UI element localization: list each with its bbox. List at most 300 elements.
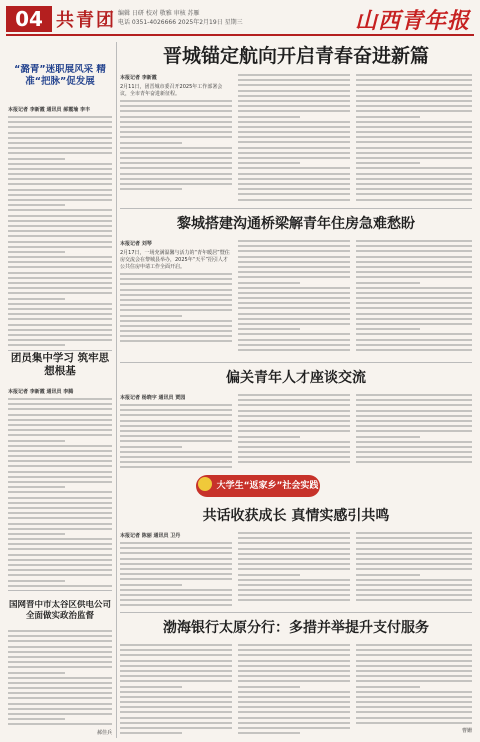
- text-line: [238, 339, 350, 341]
- text-line: [8, 497, 112, 499]
- text-line: [356, 261, 472, 263]
- header-rule: [6, 34, 474, 36]
- text-line: [8, 471, 112, 473]
- text-line: [238, 74, 350, 76]
- text-line: [238, 147, 350, 149]
- text-line: [120, 654, 232, 656]
- story2-text-b: [238, 240, 350, 351]
- text-line: [120, 727, 232, 729]
- section-title: 共青团: [56, 10, 116, 31]
- story4-col-3: [356, 532, 472, 608]
- text-line: [356, 660, 472, 662]
- story2-col-2: [238, 240, 350, 358]
- text-line: [238, 436, 300, 438]
- story1-col-3: [356, 74, 472, 204]
- text-line: [8, 313, 112, 315]
- text-line: [356, 691, 472, 693]
- text-line: [8, 651, 112, 653]
- left-article-1-title: “潞青”迷职展风采 精准“把脉”促发展: [14, 64, 106, 87]
- text-line: [238, 333, 350, 335]
- text-line: [8, 414, 112, 416]
- story4-byline: 本报记者 陈丽 通讯员 卫丹: [120, 533, 181, 539]
- text-line: [8, 465, 112, 467]
- text-line: [8, 533, 65, 535]
- text-line: [238, 116, 300, 118]
- left-divider-2: [8, 590, 112, 591]
- text-line: [238, 665, 350, 667]
- text-line: [120, 131, 232, 133]
- text-line: [238, 579, 350, 581]
- left-article-1-byline: 本报记者 李新霞 通讯员 郝霞瑜 李丰: [8, 107, 90, 113]
- text-line: [120, 686, 182, 688]
- text-line: [120, 142, 182, 144]
- text-line: [8, 168, 112, 170]
- text-line: [238, 344, 350, 346]
- text-line: [120, 404, 232, 406]
- text-line: [238, 79, 350, 81]
- text-line: [8, 142, 112, 144]
- text-line: [238, 110, 350, 112]
- text-line: [8, 672, 65, 674]
- text-line: [238, 126, 350, 128]
- story2-col-1: [120, 240, 232, 358]
- text-line: [8, 666, 112, 668]
- text-line: [8, 215, 112, 217]
- masthead-logo: 山西青年报: [354, 8, 470, 34]
- text-line: [238, 245, 350, 247]
- text-line: [120, 315, 182, 317]
- text-line: [356, 696, 472, 698]
- text-line: [238, 323, 350, 325]
- text-line: [356, 670, 472, 672]
- text-line: [120, 335, 232, 337]
- text-line: [238, 250, 350, 252]
- story5-title: 渤海银行太原分行：多措并举提升支付服务: [163, 620, 429, 636]
- text-line: [120, 173, 232, 175]
- text-line: [8, 256, 112, 258]
- text-line: [8, 329, 112, 331]
- text-line: [238, 282, 300, 284]
- badge-emblem-icon: [198, 477, 212, 491]
- text-line: [238, 167, 350, 169]
- text-line: [238, 193, 350, 195]
- story3-byline: 本报记者 杨晓宇 通讯员 贾园: [120, 395, 186, 401]
- text-line: [8, 324, 112, 326]
- left-article-3-body: [8, 630, 112, 738]
- text-line: [120, 425, 232, 427]
- text-line: [356, 307, 472, 309]
- left-divider-1: [8, 350, 112, 351]
- text-line: [356, 199, 472, 201]
- text-line: [120, 568, 232, 570]
- text-line: [238, 732, 300, 734]
- text-line: [8, 209, 112, 211]
- text-line: [238, 307, 350, 309]
- text-line: [238, 199, 350, 201]
- text-line: [356, 461, 472, 463]
- text-line: [120, 278, 232, 280]
- text-line: [238, 654, 350, 656]
- text-line: [120, 552, 232, 554]
- text-line: [238, 404, 350, 406]
- text-line: [8, 220, 112, 222]
- story1-text-b: [238, 74, 350, 201]
- text-line: [356, 105, 472, 107]
- text-line: [120, 660, 232, 662]
- text-line: [8, 403, 112, 405]
- main-headline: 晋城锚定航向开启青春奋进新篇: [162, 45, 429, 67]
- text-line: [356, 599, 472, 601]
- text-line: [238, 136, 350, 138]
- text-line: [8, 303, 112, 305]
- text-line: [356, 665, 472, 667]
- text-line: [8, 126, 112, 128]
- text-line: [8, 339, 112, 341]
- text-line: [356, 121, 472, 123]
- text-line: [238, 349, 350, 351]
- text-line: [8, 692, 112, 694]
- text-line: [238, 441, 350, 443]
- text-line: [120, 110, 232, 112]
- text-line: [8, 486, 65, 488]
- text-line: [356, 717, 472, 719]
- left-article-1-text: [8, 116, 112, 346]
- text-line: [238, 711, 350, 713]
- text-line: [238, 292, 350, 294]
- text-line: [8, 246, 112, 248]
- text-line: [356, 532, 472, 534]
- story4-text-a: [120, 542, 232, 606]
- text-line: [238, 553, 350, 555]
- story5-col-1: [120, 644, 232, 738]
- text-line: [238, 415, 350, 417]
- story5-text-c: [356, 644, 472, 724]
- text-line: [8, 419, 112, 421]
- social-practice-badge: [196, 475, 320, 497]
- text-line: [238, 152, 350, 154]
- text-line: [120, 304, 232, 306]
- text-line: [8, 429, 112, 431]
- left-article-2-title: 团员集中学习 筑牢思想根基: [10, 352, 110, 378]
- text-line: [8, 318, 112, 320]
- text-line: [120, 325, 232, 327]
- text-line: [238, 256, 350, 258]
- story2-text-a: [120, 273, 232, 342]
- text-line: [120, 675, 232, 677]
- text-line: [8, 455, 112, 457]
- text-line: [8, 646, 112, 648]
- text-line: [120, 451, 232, 453]
- text-line: [238, 271, 350, 273]
- story3-title: 偏关青年人才座谈交流: [226, 370, 366, 386]
- text-line: [356, 167, 472, 169]
- text-line: [356, 394, 472, 396]
- story3-col-2: [238, 394, 350, 470]
- text-line: [356, 162, 420, 164]
- text-line: [120, 722, 232, 724]
- story5-author: 曹姗: [461, 728, 472, 734]
- text-line: [8, 308, 112, 310]
- text-line: [238, 105, 350, 107]
- text-line: [356, 415, 472, 417]
- story4-text-c: [356, 532, 472, 601]
- text-line: [238, 394, 350, 396]
- text-line: [120, 691, 232, 693]
- text-line: [120, 696, 232, 698]
- text-line: [8, 194, 112, 196]
- story3-col-1: [120, 394, 232, 470]
- text-line: [120, 162, 232, 164]
- text-line: [356, 271, 472, 273]
- text-line: [356, 173, 472, 175]
- text-line: [356, 410, 472, 412]
- text-line: [356, 110, 472, 112]
- left-article-3-author: 郝佳兵: [96, 729, 112, 736]
- text-line: [120, 105, 232, 107]
- text-line: [238, 188, 350, 190]
- text-line: [8, 277, 112, 279]
- text-line: [356, 318, 472, 320]
- text-line: [356, 563, 472, 565]
- text-line: [8, 292, 112, 294]
- text-line: [120, 604, 232, 606]
- text-line: [238, 660, 350, 662]
- text-line: [356, 328, 420, 330]
- text-line: [120, 309, 232, 311]
- story2-text-c: [356, 240, 472, 351]
- text-line: [238, 266, 350, 268]
- text-line: [356, 287, 472, 289]
- text-line: [8, 635, 112, 637]
- story5-col-2: [238, 644, 350, 738]
- text-line: [356, 240, 472, 242]
- text-line: [238, 680, 350, 682]
- text-line: [120, 289, 232, 291]
- page-header: [0, 0, 480, 38]
- text-line: [8, 460, 112, 462]
- text-line: [238, 162, 300, 164]
- text-line: [238, 425, 350, 427]
- text-line: [238, 410, 350, 412]
- story2-byline: 本报记者 刘琴: [120, 241, 152, 247]
- text-line: [8, 147, 112, 149]
- text-line: [8, 235, 112, 237]
- text-line: [120, 670, 232, 672]
- text-line: [8, 334, 112, 336]
- column-divider: [116, 42, 117, 738]
- text-line: [120, 100, 232, 102]
- text-line: [8, 398, 112, 400]
- text-line: [8, 708, 112, 710]
- text-line: [356, 147, 472, 149]
- text-line: [8, 491, 112, 493]
- story5-text-a: [120, 644, 232, 734]
- text-line: [356, 136, 472, 138]
- story2-title: 黎城搭建沟通桥梁解青年住房急难愁盼: [177, 216, 415, 232]
- text-line: [238, 95, 350, 97]
- text-line: [120, 183, 232, 185]
- text-line: [356, 589, 472, 591]
- text-line: [356, 675, 472, 677]
- text-line: [8, 424, 112, 426]
- text-line: [120, 649, 232, 651]
- text-line: [356, 339, 472, 341]
- text-line: [356, 579, 472, 581]
- text-line: [120, 466, 232, 468]
- text-line: [120, 178, 232, 180]
- text-line: [120, 456, 232, 458]
- text-line: [8, 543, 112, 545]
- text-line: [120, 340, 232, 342]
- text-line: [238, 173, 350, 175]
- editor-line: 编辑 日研 校对 敬雅 审核 苏雁: [118, 10, 200, 17]
- text-line: [238, 141, 350, 143]
- text-line: [356, 178, 472, 180]
- text-line: [120, 320, 232, 322]
- text-line: [8, 677, 112, 679]
- left-article-2-text: [8, 398, 112, 588]
- text-line: [238, 706, 350, 708]
- main-divider-1: [120, 208, 472, 209]
- text-line: [8, 163, 112, 165]
- text-line: [8, 230, 112, 232]
- text-line: [356, 84, 472, 86]
- text-line: [356, 313, 472, 315]
- text-line: [120, 584, 182, 586]
- text-line: [238, 302, 350, 304]
- text-line: [8, 507, 112, 509]
- text-line: [120, 420, 232, 422]
- text-line: [8, 481, 112, 483]
- text-line: [356, 436, 420, 438]
- text-line: [356, 701, 472, 703]
- text-line: [238, 717, 350, 719]
- story2-lead: 2月17日，一场充满温馨与活力的“青年暖居”暨住房交流会在黎城县举办，2025年“天平”招引人才公共住房申请工作全面开启。: [120, 250, 230, 270]
- text-line: [120, 644, 232, 646]
- text-line: [120, 446, 182, 448]
- text-line: [238, 157, 350, 159]
- text-line: [120, 136, 232, 138]
- text-line: [356, 548, 472, 550]
- text-line: [120, 294, 232, 296]
- text-line: [356, 297, 472, 299]
- story4-col-1: [120, 532, 232, 608]
- text-line: [356, 537, 472, 539]
- text-line: [8, 640, 112, 642]
- text-line: [120, 711, 232, 713]
- text-line: [238, 644, 350, 646]
- text-line: [8, 251, 65, 253]
- text-line: [8, 116, 112, 118]
- text-line: [238, 121, 350, 123]
- text-line: [8, 476, 112, 478]
- text-line: [356, 126, 472, 128]
- text-line: [8, 517, 112, 519]
- text-line: [356, 79, 472, 81]
- text-line: [238, 90, 350, 92]
- text-line: [120, 547, 232, 549]
- text-line: [356, 558, 472, 560]
- text-line: [356, 404, 472, 406]
- text-line: [8, 178, 112, 180]
- text-line: [356, 116, 420, 118]
- text-line: [238, 568, 350, 570]
- text-line: [8, 158, 65, 160]
- text-line: [120, 330, 232, 332]
- text-line: [120, 594, 232, 596]
- text-line: [356, 188, 472, 190]
- text-line: [238, 446, 350, 448]
- text-line: [8, 723, 112, 725]
- text-line: [356, 451, 472, 453]
- text-line: [120, 157, 232, 159]
- text-line: [356, 256, 472, 258]
- text-line: [356, 568, 472, 570]
- text-line: [356, 680, 472, 682]
- text-line: [238, 542, 350, 544]
- text-line: [356, 441, 472, 443]
- text-line: [238, 420, 350, 422]
- date-line: 电话 0351-4026666 2025年2月19日 星期三: [118, 19, 243, 26]
- text-line: [8, 450, 112, 452]
- text-line: [356, 95, 472, 97]
- text-line: [356, 456, 472, 458]
- text-line: [238, 100, 350, 102]
- text-line: [356, 594, 472, 596]
- text-line: [120, 409, 232, 411]
- text-line: [120, 732, 182, 734]
- text-line: [8, 272, 112, 274]
- text-line: [238, 701, 350, 703]
- text-line: [238, 686, 300, 688]
- text-line: [8, 661, 112, 663]
- text-line: [356, 333, 472, 335]
- text-line: [8, 656, 112, 658]
- text-line: [238, 313, 350, 315]
- text-line: [238, 131, 350, 133]
- text-line: [238, 318, 350, 320]
- text-line: [356, 131, 472, 133]
- story1-text-a: [120, 100, 232, 190]
- text-line: [8, 173, 112, 175]
- story1-col-1: [120, 74, 232, 204]
- text-line: [356, 706, 472, 708]
- text-line: [8, 687, 112, 689]
- text-line: [238, 240, 350, 242]
- left-article-3-text: [8, 630, 112, 725]
- text-line: [120, 599, 232, 601]
- story3-text-c: [356, 394, 472, 463]
- text-line: [238, 722, 350, 724]
- text-line: [238, 548, 350, 550]
- text-line: [356, 250, 472, 252]
- text-line: [238, 574, 300, 576]
- story2-col-3: [356, 240, 472, 358]
- badge-label: 大学生“返家乡”社会实践: [216, 481, 319, 491]
- text-line: [8, 408, 112, 410]
- text-line: [8, 703, 112, 705]
- text-line: [8, 152, 112, 154]
- text-line: [356, 446, 472, 448]
- text-line: [238, 649, 350, 651]
- text-line: [8, 199, 112, 201]
- text-line: [238, 537, 350, 539]
- text-line: [356, 574, 420, 576]
- text-line: [356, 276, 472, 278]
- text-line: [356, 584, 472, 586]
- text-line: [238, 532, 350, 534]
- text-line: [8, 554, 112, 556]
